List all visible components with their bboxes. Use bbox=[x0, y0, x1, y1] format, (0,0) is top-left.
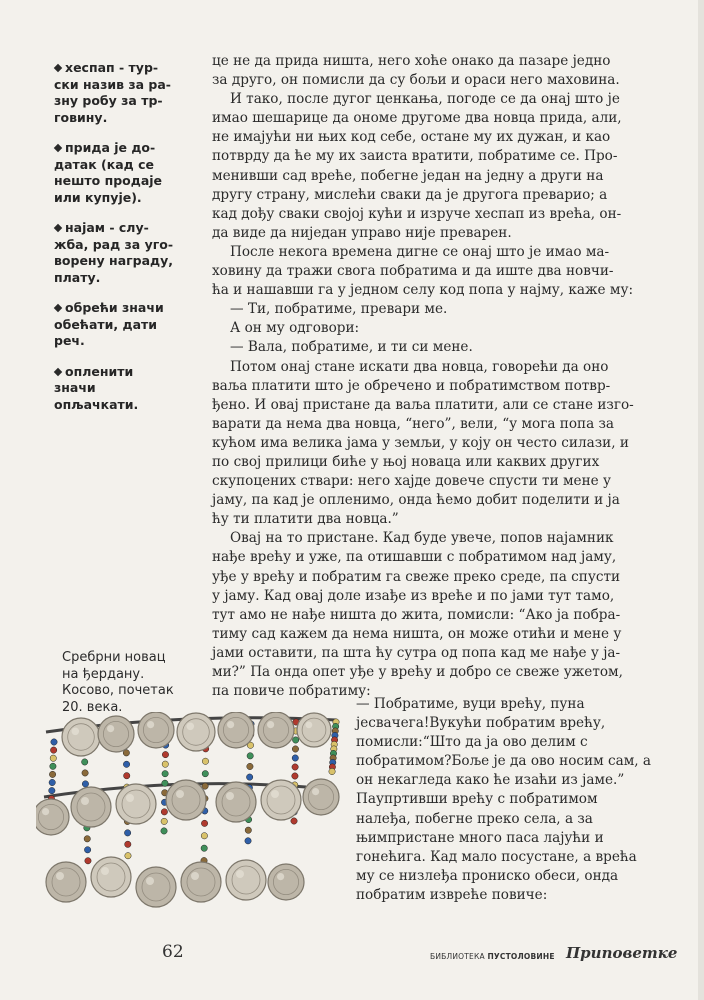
text-line: И тако, после дугог ценкања, погоде се да онај што је bbox=[230, 91, 620, 108]
glossary-line bbox=[54, 300, 204, 317]
text-line: скупоцених ствари: него хајде довече спусти ти мене у bbox=[212, 473, 611, 490]
glossary-text: најам - слу- bbox=[65, 220, 149, 235]
glossary-line bbox=[54, 253, 204, 270]
glossary-text: обећати, дати bbox=[54, 316, 158, 332]
glossary-line bbox=[54, 190, 204, 207]
diamond-bullet-icon bbox=[54, 224, 62, 232]
glossary-text: нешто продаје bbox=[54, 173, 163, 188]
book-title: Приповетке bbox=[566, 944, 678, 962]
glossary-text: обрећи значи bbox=[65, 300, 164, 315]
glossary-item bbox=[54, 140, 204, 206]
glossary-text: жба, рад за уго- bbox=[54, 236, 174, 252]
glossary-line bbox=[54, 60, 204, 77]
text-line: Вукући побратим врећу, помисли: bbox=[356, 715, 606, 751]
text-line: леђа прониско обеси, онда побратим из bbox=[356, 867, 619, 903]
caption-line: Косово, почетак bbox=[62, 683, 174, 698]
glossary-line bbox=[54, 364, 204, 381]
glossary-text: прида је до- bbox=[65, 140, 156, 155]
text-line: у јаму. Кад овај доле изађе из вреће и по јами тут тамо, bbox=[212, 587, 615, 604]
glossary-item bbox=[54, 220, 204, 286]
text-line: А он му одговори: bbox=[230, 320, 360, 337]
coin-necklace-photo bbox=[36, 712, 356, 922]
text-line: варати да нема два новца, “него”, вели, “у мога попа за bbox=[212, 415, 615, 432]
caption-line: на ђердану. bbox=[62, 666, 145, 682]
text-line: После некога времена дигне се онај што је имао ма- bbox=[230, 243, 610, 260]
glossary-line bbox=[54, 93, 204, 110]
glossary-text: говину. bbox=[54, 109, 108, 125]
glossary-line bbox=[54, 237, 204, 254]
glossary-text: реч. bbox=[54, 333, 85, 348]
text-line: — Побратиме, вуци врећу, пуна је bbox=[356, 696, 585, 732]
glossary-item bbox=[54, 364, 204, 414]
story-text-narrow bbox=[356, 695, 656, 905]
text-line: имао шешарице да ономе другоме два новца прида, али, bbox=[212, 110, 622, 127]
text-line: менивши сад вреће, побегне један на једну а други на bbox=[212, 167, 604, 184]
text-line: пристане много паса лајући и гонећи bbox=[356, 829, 604, 865]
glossary-line bbox=[54, 140, 204, 157]
glossary-text: опљачкати. bbox=[54, 396, 139, 412]
text-line: леђа, побегне преко села, а за њим bbox=[356, 810, 593, 846]
glossary-text: плату. bbox=[54, 269, 101, 285]
glossary-text: датак (кад се bbox=[54, 156, 155, 172]
glossary-text: зну робу за тр- bbox=[54, 93, 163, 108]
text-line: не имајући ни њих код себе, остане му их дужан, и као bbox=[212, 129, 611, 146]
glossary-line bbox=[54, 333, 204, 350]
series-prefix: БИБЛИОТЕКА bbox=[430, 952, 485, 961]
text-line: — Вала, побратиме, и ти си мене. bbox=[230, 339, 473, 356]
story-text bbox=[212, 52, 658, 701]
glossary-text: хеспап - тур- bbox=[65, 60, 159, 75]
glossary-text: ворену награду, bbox=[54, 253, 174, 268]
text-line: га. Кад мало посустане, а врећа му се низ bbox=[356, 848, 637, 884]
glossary-item bbox=[54, 300, 204, 350]
text-line: ћу ти платити два новца.” bbox=[212, 511, 399, 528]
glossary-line bbox=[54, 220, 204, 237]
text-line: да виде да ниједан управо није преварен. bbox=[212, 224, 512, 241]
text-line: Боље је да ово носим сам, а он нека bbox=[356, 753, 652, 789]
caption-line: 20. века. bbox=[62, 699, 123, 715]
glossary-text: или купује). bbox=[54, 189, 142, 205]
text-line: вреће повиче: bbox=[446, 886, 548, 903]
text-line: ховину да тражи свога побратима и да иште два новчи- bbox=[212, 263, 614, 280]
text-line: гледа како ће изаћи из јаме.” Па bbox=[356, 772, 625, 808]
text-line: Овај на то пристане. Кад буде увече, попов најамник bbox=[230, 530, 614, 547]
text-line: ћа и нашавши га у једном селу код попа у најму, каже му: bbox=[212, 282, 634, 299]
text-line: па повиче побратиму: bbox=[212, 683, 371, 700]
glossary-item bbox=[54, 60, 204, 126]
text-line: другу страну, мислећи сваки да је другога преварио; а bbox=[212, 186, 608, 203]
photo-caption bbox=[62, 650, 202, 716]
glossary-line bbox=[54, 110, 204, 127]
diamond-bullet-icon bbox=[54, 304, 62, 312]
glossary-sidebar bbox=[54, 60, 204, 427]
text-line: свачега! bbox=[368, 715, 430, 732]
text-line: нађе врећу и уже, па отишавши с побратимом над јаму, bbox=[212, 549, 617, 566]
glossary-line bbox=[54, 270, 204, 287]
text-line: за друго, он помисли да су бољи и ораси него маховина. bbox=[212, 72, 620, 89]
text-line: јами оставити, па шта ћу сутра од попа кад ме нађе у ја- bbox=[212, 644, 621, 661]
glossary-line bbox=[54, 397, 204, 414]
text-line: тиму сад кажем да нема ништа, он може отићи и мене у bbox=[212, 625, 622, 642]
glossary-line bbox=[54, 77, 204, 94]
text-line: кад дођу сваки својој кући и изруче хеспап из врећа, он- bbox=[212, 205, 622, 222]
glossary-text: опленити bbox=[65, 363, 134, 379]
text-line: ми?” Па онда опет уђе у врећу и добро се свеже ужетом, bbox=[212, 664, 623, 680]
text-line: по свој прилици биће у њој новаца или каквих других bbox=[212, 453, 600, 470]
text-line: упртивши врећу с побратимом на bbox=[356, 791, 598, 827]
series-name: ПУСТОЛОВИНЕ bbox=[487, 952, 555, 961]
series-label bbox=[430, 952, 555, 961]
glossary-line bbox=[54, 317, 204, 334]
text-line: тут амо не нађе ништа до жита, помисли: “Ако ја побра- bbox=[212, 606, 621, 623]
glossary-text: значи bbox=[54, 380, 96, 395]
text-line: потврду да ће му их заиста вратити, побратиме се. Про- bbox=[212, 148, 618, 165]
text-line: ђено. И овај пристане да ваља платити, али се стане изго- bbox=[212, 396, 634, 413]
text-line: јаму, па кад је опленимо, онда ћемо добит поделити и ја bbox=[212, 492, 620, 509]
text-line: уђе у врећу и побратим га свеже преко среде, па спусти bbox=[212, 568, 621, 585]
text-line: — Ти, побратиме, превари ме. bbox=[230, 301, 448, 318]
diamond-bullet-icon bbox=[54, 144, 62, 152]
glossary-line bbox=[54, 157, 204, 174]
page-number: 62 bbox=[162, 942, 184, 962]
text-line: це не да прида ништа, него хоће онако да пазаре једно bbox=[212, 53, 611, 69]
diamond-bullet-icon bbox=[54, 367, 62, 375]
text-line: “Што да ја ово делим с побратимом? bbox=[356, 734, 588, 770]
text-line: ваља платити што је обречено и побратимством потвр- bbox=[212, 377, 611, 394]
glossary-line bbox=[54, 173, 204, 190]
caption-line: Сребрни новац bbox=[62, 650, 166, 665]
text-line: Потом онај стане искати два новца, говорећи да оно bbox=[230, 358, 609, 375]
diamond-bullet-icon bbox=[54, 64, 62, 72]
glossary-text: ски назив за ра- bbox=[54, 76, 171, 92]
glossary-line bbox=[54, 380, 204, 397]
text-line: кућом има велика јама у земљи, у коју он често силази, и bbox=[212, 434, 629, 451]
